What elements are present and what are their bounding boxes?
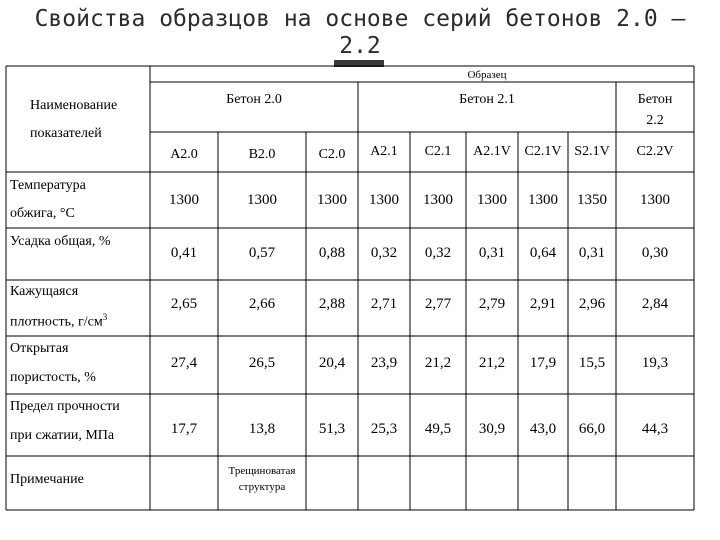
sample-header: S2.1V xyxy=(574,144,610,159)
table-cell: 0,64 xyxy=(529,245,557,261)
table-cell: 21,2 xyxy=(478,355,506,371)
table-cell: 20,4 xyxy=(318,355,346,371)
row-label: Усадка общая, % xyxy=(10,234,111,249)
row-label: обжига, °С xyxy=(10,206,75,221)
table-cell: 1350 xyxy=(577,192,607,208)
row-label: Кажущаяся xyxy=(10,284,79,299)
table-cell: 44,3 xyxy=(641,421,669,437)
table-cell: 1300 xyxy=(317,192,347,208)
header-name-line1: Наименование xyxy=(30,98,118,113)
sample-header: A2.0 xyxy=(170,147,198,162)
table-cell: 2,91 xyxy=(529,296,557,312)
table-cell: 2,84 xyxy=(641,296,669,312)
table-cell: 2,77 xyxy=(424,296,452,312)
superscript: 3 xyxy=(102,312,108,322)
note-text-line2: структура xyxy=(238,481,286,493)
table-cell: 0,31 xyxy=(478,245,506,261)
table-cell: 1300 xyxy=(640,192,670,208)
table-cell: 17,9 xyxy=(529,355,557,371)
table-cell: 2,96 xyxy=(578,296,606,312)
table-cell: 25,3 xyxy=(370,421,398,437)
table-cell: 51,3 xyxy=(318,421,346,437)
table-cell: 1300 xyxy=(169,192,199,208)
header-group-beton-2-2-number: 2.2 xyxy=(646,113,664,128)
table-cell: 1300 xyxy=(477,192,507,208)
sample-header: C2.2V xyxy=(636,144,674,159)
header-sample: Образец xyxy=(467,69,507,81)
row-label: Предел прочности xyxy=(10,399,120,414)
row-label: Температура xyxy=(10,178,86,193)
sample-header: C2.1 xyxy=(424,144,452,159)
table-cell: 23,9 xyxy=(370,355,398,371)
table-cell: 21,2 xyxy=(424,355,452,371)
table-cell: 1300 xyxy=(423,192,453,208)
table-cell: 0,31 xyxy=(578,245,606,261)
header-group-beton-2-1: Бетон 2.1 xyxy=(459,92,515,107)
table-cell: 30,9 xyxy=(478,421,506,437)
header-group-beton-2-2-word: Бетон xyxy=(637,92,673,107)
table-cell: 1300 xyxy=(528,192,558,208)
table-cell: 19,3 xyxy=(641,355,669,371)
note-label: Примечание xyxy=(10,472,84,487)
row-label xyxy=(10,312,107,331)
table-cell: 66,0 xyxy=(578,421,606,437)
row-label: при сжатии, МПа xyxy=(10,428,115,443)
sample-header: C2.1V xyxy=(524,144,562,159)
sample-header: C2.0 xyxy=(318,147,346,162)
row-label-text: плотность, г/см xyxy=(10,314,103,330)
table-cell: 1300 xyxy=(369,192,399,208)
table-cell: 0,30 xyxy=(641,245,669,261)
table-cell: 17,7 xyxy=(170,421,198,437)
row-label: Открытая xyxy=(10,341,69,356)
table-cell: 0,41 xyxy=(170,245,198,261)
table-cell: 13,8 xyxy=(248,421,276,437)
table-cell: 0,32 xyxy=(424,245,452,261)
table-cell: 15,5 xyxy=(578,355,606,371)
table-cell: 2,71 xyxy=(370,296,398,312)
sample-header: A2.1 xyxy=(370,144,398,159)
table-cell: 1300 xyxy=(247,192,277,208)
title-line-2: 2.2 xyxy=(339,33,381,59)
table-cell: 43,0 xyxy=(529,421,557,437)
table-cell: 27,4 xyxy=(170,355,198,371)
table-cell: 0,57 xyxy=(248,245,276,261)
table-cell: 0,32 xyxy=(370,245,398,261)
table-cell: 0,88 xyxy=(318,245,346,261)
table-cell: 26,5 xyxy=(248,355,276,371)
table-cell: 2,65 xyxy=(170,296,198,312)
table-cell: 2,88 xyxy=(318,296,346,312)
note-text-line1: Трещиноватая xyxy=(228,465,296,477)
title-line-1: Свойства образцов на основе серий бетонов 2.0 – xyxy=(34,6,686,32)
sample-header: B2.0 xyxy=(248,147,276,162)
table-cell: 49,5 xyxy=(424,421,452,437)
table-cell: 2,66 xyxy=(248,296,276,312)
header-name-line2: показателей xyxy=(30,126,102,141)
table-cell: 2,79 xyxy=(478,296,506,312)
sample-header: A2.1V xyxy=(473,144,511,159)
row-label: пористость, % xyxy=(10,370,96,385)
header-group-beton-2-0: Бетон 2.0 xyxy=(226,92,282,107)
